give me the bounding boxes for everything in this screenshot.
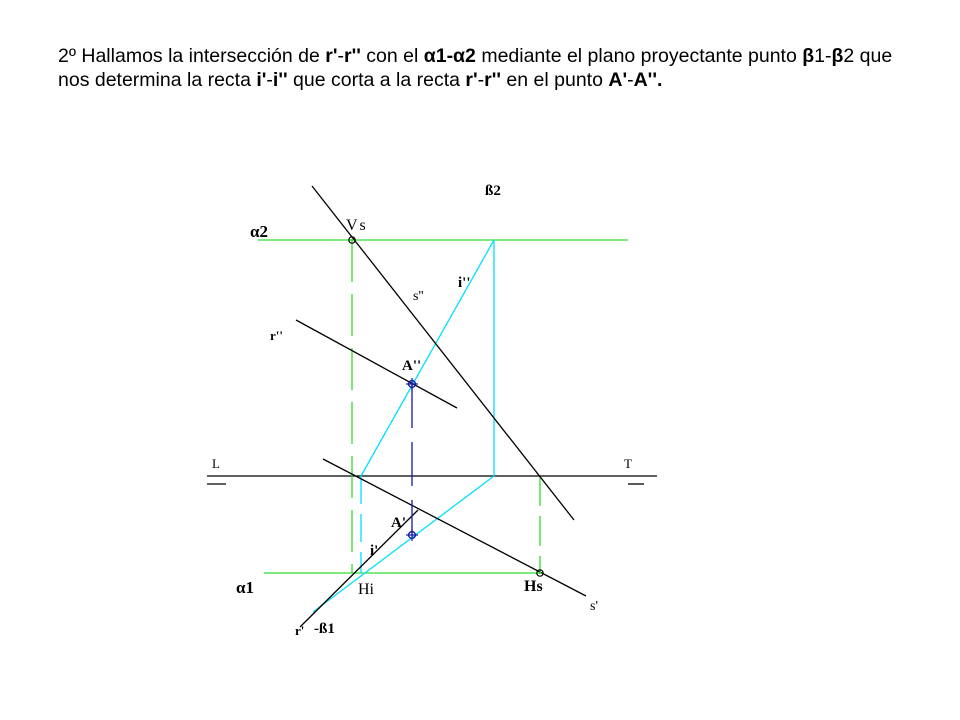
description-part: -	[477, 69, 485, 91]
s2-line	[312, 186, 574, 520]
description-part: β	[831, 45, 844, 67]
description-part: r''	[343, 45, 361, 67]
description-part: A'	[608, 69, 628, 91]
point-a2	[406, 378, 418, 390]
description-part: 1-	[814, 45, 832, 67]
label-alpha2: α2	[250, 222, 268, 241]
description-part: -	[627, 69, 634, 91]
description-part: r''	[484, 69, 502, 91]
description-part: -	[337, 45, 344, 67]
description-part: r'	[325, 45, 338, 67]
label-i2: i''	[458, 275, 471, 291]
beta1-trace	[313, 476, 494, 612]
description-part: mediante el plano proyectante punto	[475, 45, 803, 67]
label-s2: s''	[413, 289, 424, 304]
label-hi: Hi	[358, 581, 374, 598]
label-a1: A'	[391, 515, 406, 531]
label-a2: A''	[402, 358, 422, 374]
label-vs: Vs	[346, 217, 368, 234]
label-t: T	[624, 456, 632, 471]
label-beta1: -ß1	[314, 621, 335, 637]
r2-line	[296, 320, 457, 408]
label-r2: r''	[270, 328, 283, 343]
point-a1	[406, 529, 418, 541]
label-i1: i'	[370, 543, 379, 559]
label-l: L	[212, 456, 220, 471]
label-hs: Hs	[524, 578, 543, 595]
label-r1: r'	[295, 623, 305, 638]
description-part: en el punto	[501, 69, 609, 91]
description-part: con el	[360, 45, 424, 67]
description-part: i'	[256, 69, 267, 91]
description-part: 2º Hallamos la intersección de	[58, 45, 326, 67]
description-part: i''	[272, 69, 288, 91]
label-beta2: ß2	[485, 183, 501, 199]
description-part: A''.	[633, 69, 663, 91]
label-s1: s'	[590, 599, 598, 614]
i2-line	[361, 240, 494, 476]
description-part: que corta a la recta	[287, 69, 466, 91]
label-alpha1: α1	[236, 578, 254, 597]
description-part: 2 que nos determina la recta	[58, 45, 893, 91]
description-part: α1-α2	[423, 45, 476, 67]
description-part: β	[802, 45, 815, 67]
description-part: -	[266, 69, 273, 91]
description-part: r'	[465, 69, 478, 91]
